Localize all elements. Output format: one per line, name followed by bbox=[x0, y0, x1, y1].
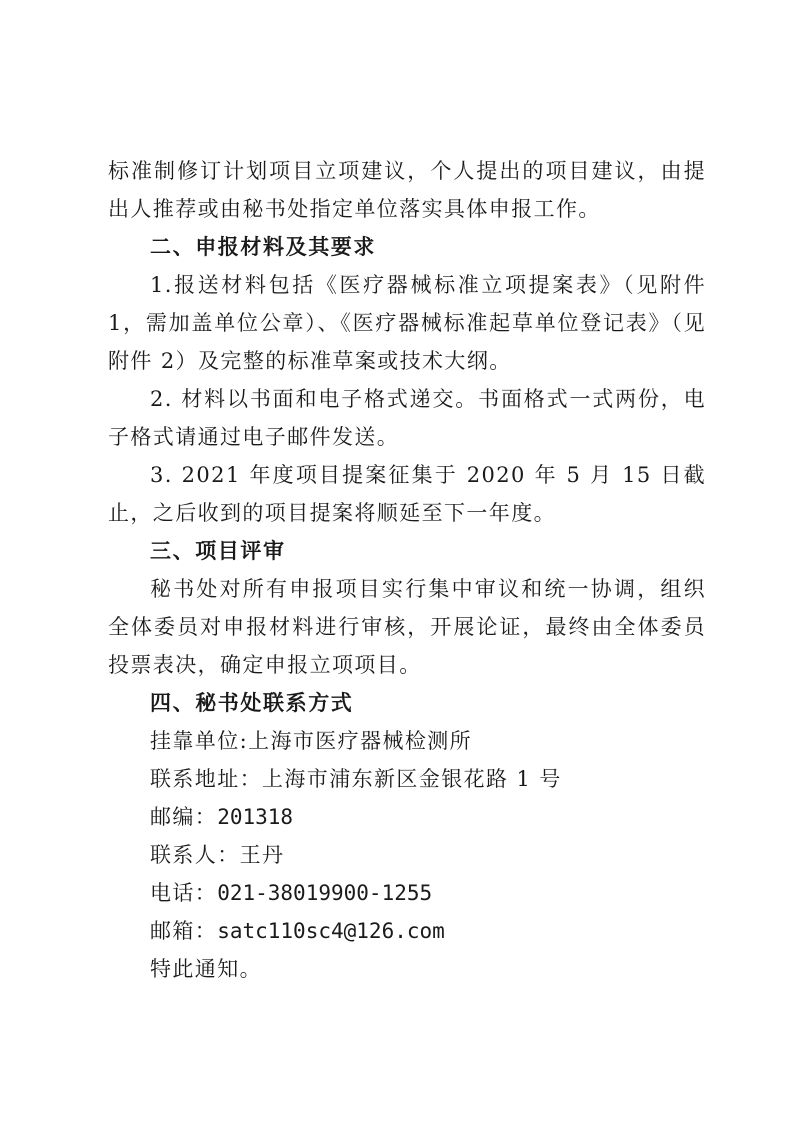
materials-item-2: 2. 材料以书面和电子格式递交。书面格式一式两份，电子格式请通过电子邮件发送。 bbox=[108, 387, 706, 449]
document-body bbox=[108, 152, 706, 988]
review-paragraph: 秘书处对所有申报项目实行集中审议和统一协调，组织全体委员对申报材料进行审核，开展论证，最终由全体委员投票表决，确定申报立项项目。 bbox=[108, 577, 706, 677]
contact-email-label: 邮箱： bbox=[150, 919, 218, 943]
section-heading-review: 三、项目评审 bbox=[150, 539, 286, 563]
contact-unit-label: 挂靠单位: bbox=[150, 729, 249, 753]
contact-address-value: 上海市浦东新区金银花路 1 号 bbox=[262, 767, 562, 791]
contact-phone-label: 电话： bbox=[150, 881, 218, 905]
contact-email-value: satc110sc4@126.com bbox=[217, 919, 445, 943]
intro-paragraph: 标准制修订计划项目立项建议，个人提出的项目建议，由提出人推荐或由秘书处指定单位落实具体申报工作。 bbox=[108, 159, 706, 221]
contact-postcode bbox=[108, 798, 706, 836]
closing-line: 特此通知。 bbox=[150, 957, 262, 981]
contact-phone bbox=[108, 874, 706, 912]
contact-person bbox=[108, 836, 706, 874]
contact-email bbox=[108, 912, 706, 950]
contact-postcode-label: 邮编： bbox=[150, 805, 218, 829]
contact-address-label: 联系地址： bbox=[150, 767, 262, 791]
contact-phone-value: 021-38019900-1255 bbox=[217, 881, 433, 905]
contact-postcode-value: 201318 bbox=[217, 805, 294, 829]
contact-person-value: 王丹 bbox=[239, 843, 285, 867]
contact-unit bbox=[108, 722, 706, 760]
contact-person-label: 联系人： bbox=[150, 843, 240, 867]
contact-address bbox=[108, 760, 706, 798]
materials-item-3: 3. 2021 年度项目提案征集于 2020 年 5 月 15 日截止，之后收到的项目提案将顺延至下一年度。 bbox=[108, 463, 706, 525]
section-heading-contact: 四、秘书处联系方式 bbox=[150, 691, 354, 715]
contact-unit-value: 上海市医疗器械检测所 bbox=[248, 729, 473, 753]
materials-item-1: 1.报送材料包括《医疗器械标准立项提案表》（见附件 1，需加盖单位公章）、《医疗器械标准起草单位登记表》（见附件 2）及完整的标准草案或技术大纲。 bbox=[108, 273, 706, 373]
section-heading-materials: 二、申报材料及其要求 bbox=[150, 235, 376, 259]
